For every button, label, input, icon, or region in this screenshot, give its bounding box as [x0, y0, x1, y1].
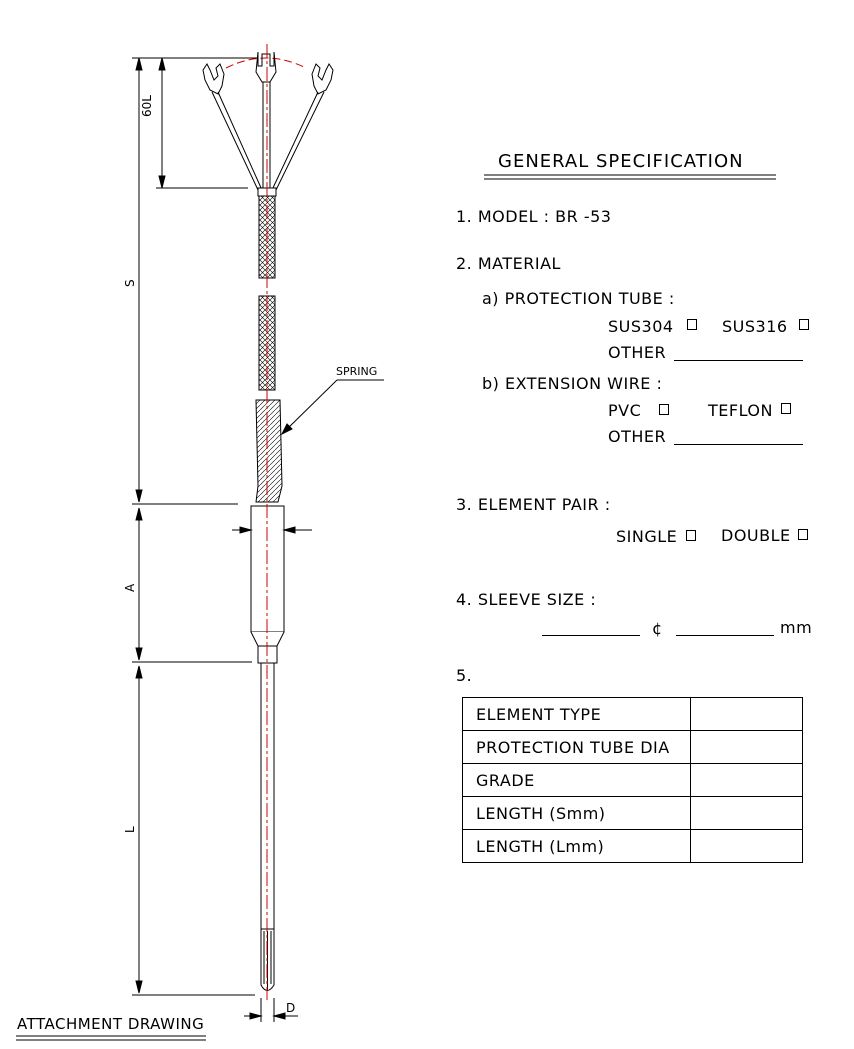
- table-row: [463, 797, 803, 830]
- row-value[interactable]: [691, 698, 803, 731]
- terminal-arc: [226, 58, 306, 68]
- row-label: PROTECTION TUBE DIA: [463, 731, 691, 764]
- spec-sleeve-size: 4. SLEEVE SIZE :: [456, 590, 597, 609]
- row-value[interactable]: [691, 731, 803, 764]
- spec-title: GENERAL SPECIFICATION: [498, 151, 744, 172]
- spec-element-pair: 3. ELEMENT PAIR :: [456, 495, 611, 514]
- terminal-lug-center: [256, 52, 276, 82]
- spec-extension-wire: b) EXTENSION WIRE :: [482, 374, 663, 393]
- row-label: LENGTH (Smm): [463, 797, 691, 830]
- sus304-checkbox[interactable]: [687, 319, 697, 330]
- row-label: GRADE: [463, 764, 691, 797]
- opt-double-label: DOUBLE: [721, 526, 791, 545]
- single-checkbox[interactable]: [686, 530, 696, 541]
- opt-other2-label: OTHER: [608, 427, 667, 446]
- spec-material: 2. MATERIAL: [456, 254, 561, 273]
- lead-wires: [212, 82, 324, 190]
- dim-60l-label: 60L: [140, 95, 154, 117]
- dim-d-label: D: [286, 1001, 296, 1015]
- sleeve-size-field-1[interactable]: [542, 635, 640, 636]
- table-row: [463, 764, 803, 797]
- table-row: [463, 731, 803, 764]
- spec-item5: 5.: [456, 666, 473, 685]
- opt-teflon-label: TEFLON: [708, 401, 773, 420]
- terminal-lug-right: [312, 64, 333, 94]
- opt-other1-label: OTHER: [608, 343, 667, 362]
- row-value[interactable]: [691, 797, 803, 830]
- mm-unit: mm: [780, 618, 813, 637]
- spec-table: [462, 697, 803, 863]
- opt-single-label: SINGLE: [616, 527, 678, 546]
- opt-pvc-label: PVC: [608, 401, 642, 420]
- teflon-checkbox[interactable]: [781, 403, 791, 414]
- table-row: [463, 698, 803, 731]
- spring: [256, 400, 282, 502]
- spec-model: 1. MODEL : BR -53: [456, 207, 612, 226]
- spring-label: SPRING: [336, 365, 378, 378]
- pvc-checkbox[interactable]: [659, 404, 669, 415]
- other2-field[interactable]: [674, 444, 803, 445]
- dim-s-label: S: [123, 279, 137, 287]
- attachment-drawing-caption: ATTACHMENT DRAWING: [17, 1015, 205, 1033]
- row-label: LENGTH (Lmm): [463, 830, 691, 863]
- terminal-lug-left: [203, 64, 224, 94]
- row-value[interactable]: [691, 830, 803, 863]
- spec-protection-tube: a) PROTECTION TUBE :: [482, 289, 675, 308]
- dim-a-label: A: [123, 583, 137, 592]
- sus316-checkbox[interactable]: [799, 319, 809, 330]
- double-checkbox[interactable]: [798, 529, 808, 540]
- opt-sus304-label: SUS304: [608, 317, 674, 336]
- table-row: [463, 830, 803, 863]
- row-value[interactable]: [691, 764, 803, 797]
- row-label: ELEMENT TYPE: [463, 698, 691, 731]
- dim-l-label: L: [123, 826, 137, 833]
- sleeve-size-field-2[interactable]: [676, 635, 774, 636]
- phi-symbol: ¢: [652, 619, 663, 638]
- other1-field[interactable]: [674, 360, 803, 361]
- opt-sus316-label: SUS316: [722, 317, 788, 336]
